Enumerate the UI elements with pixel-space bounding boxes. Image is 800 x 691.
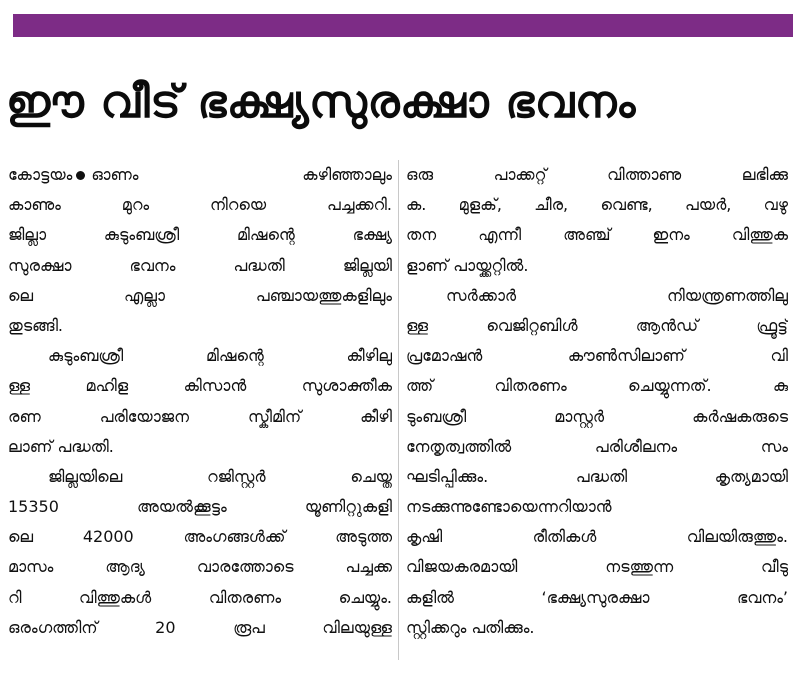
column-line: സ്റ്റിക്കറും പതിക്കും.: [406, 617, 535, 637]
column-line: ലാണ് പദ്ധതി.: [8, 436, 114, 456]
column-line: ഒരു പാക്കറ്റ് വിത്താണു ലഭിക്കു: [406, 165, 788, 184]
column-line: ളാണ് പായ്ക്കറ്റിൽ.: [406, 255, 529, 275]
column-line: പ്രമോഷൻ കൗൺസിലാണ് വി: [406, 346, 788, 366]
column-line: തുടങ്ങി.: [8, 315, 64, 335]
column-line: ള്ള വെജിറ്റബിൾ ആൻഡ് ഫ്രൂട്ട്: [406, 315, 788, 335]
column-line: നടക്കുന്നുണ്ടോയെന്നറിയാൻ: [406, 497, 612, 517]
column-line: ലെ എല്ലാ പഞ്ചായത്തുകളിലും: [8, 285, 392, 305]
column-line-text: ഓണം കഴിഞ്ഞാലും: [91, 165, 392, 184]
column-line: കൃഷി രീതികൾ വിലയിരുത്തും.: [406, 527, 788, 547]
column-line: ക. മുളക്, ചീര, വെണ്ട, പയർ, വഴു: [406, 195, 788, 215]
dateline: കോട്ടയം: [8, 165, 73, 184]
article-column-right: [406, 160, 788, 660]
column-line: നേതൃത്വത്തിൽ പരിശീലനം സം: [406, 436, 788, 456]
column-line: രണ പരിയോജന സ്കീമിന് കീഴി: [8, 406, 392, 426]
column-line: ജില്ലയിലെ റജിസ്റ്റർ ചെയ്ത: [48, 466, 392, 486]
column-line: ത്ത് വിതരണം ചെയ്യുന്നത്. കു: [406, 376, 788, 396]
column-line: വിജയകരമായി നടത്തുന്ന വീടു: [406, 557, 788, 577]
column-line: ജില്ലാ കുടുംബശ്രീ മിഷന്റെ ഭക്ഷ്യ: [8, 225, 392, 245]
column-line: [8, 160, 392, 190]
column-line: ടുംബശ്രീ മാസ്റ്റർ കർഷകരുടെ: [406, 406, 788, 426]
column-line: ഘടിപ്പിക്കും. പദ്ധതി കൃത്യമായി: [406, 466, 788, 486]
column-line: കളിൽ ‘ഭക്ഷ്യസുരക്ഷാ ഭവനം’: [406, 587, 788, 607]
column-line: റി വിത്തുകൾ വിതരണം ചെയ്യും.: [8, 587, 392, 607]
column-line: മാസം ആദ്യ വാരത്തോടെ പച്ചക്ക: [8, 557, 392, 577]
column-line: കാണും മുറം നിറയെ പച്ചക്കറി.: [8, 195, 392, 215]
column-line: തന എന്നീ അഞ്ച് ഇനം വിത്തുക: [406, 225, 788, 245]
headline: ഈ വീട് ഭക്ഷ്യസുരക്ഷാ ഭവനം: [6, 75, 636, 128]
column-line: കുടുംബശ്രീ മിഷന്റെ കീഴിലു: [48, 346, 392, 366]
header-color-bar: [13, 14, 793, 37]
column-line: ള്ള മഹിള കിസാൻ സുശാക്തീക: [8, 376, 392, 396]
column-line: ഒരംഗത്തിന് 20 രൂപ വിലയുള്ള: [8, 617, 392, 637]
column-line: സുരക്ഷാ ഭവനം പദ്ധതി ജില്ലയി: [8, 255, 392, 275]
column-divider: [398, 160, 399, 660]
article-column-left: [8, 160, 392, 660]
column-line: 15350 അയൽക്കൂട്ടം യൂണിറ്റുകളി: [8, 497, 392, 517]
column-line: ലെ 42000 അംഗങ്ങൾക്ക് അടുത്ത: [8, 527, 392, 547]
column-line: സർക്കാർ നിയന്ത്രണത്തിലു: [446, 285, 788, 305]
dateline-bullet-icon: [76, 171, 85, 180]
